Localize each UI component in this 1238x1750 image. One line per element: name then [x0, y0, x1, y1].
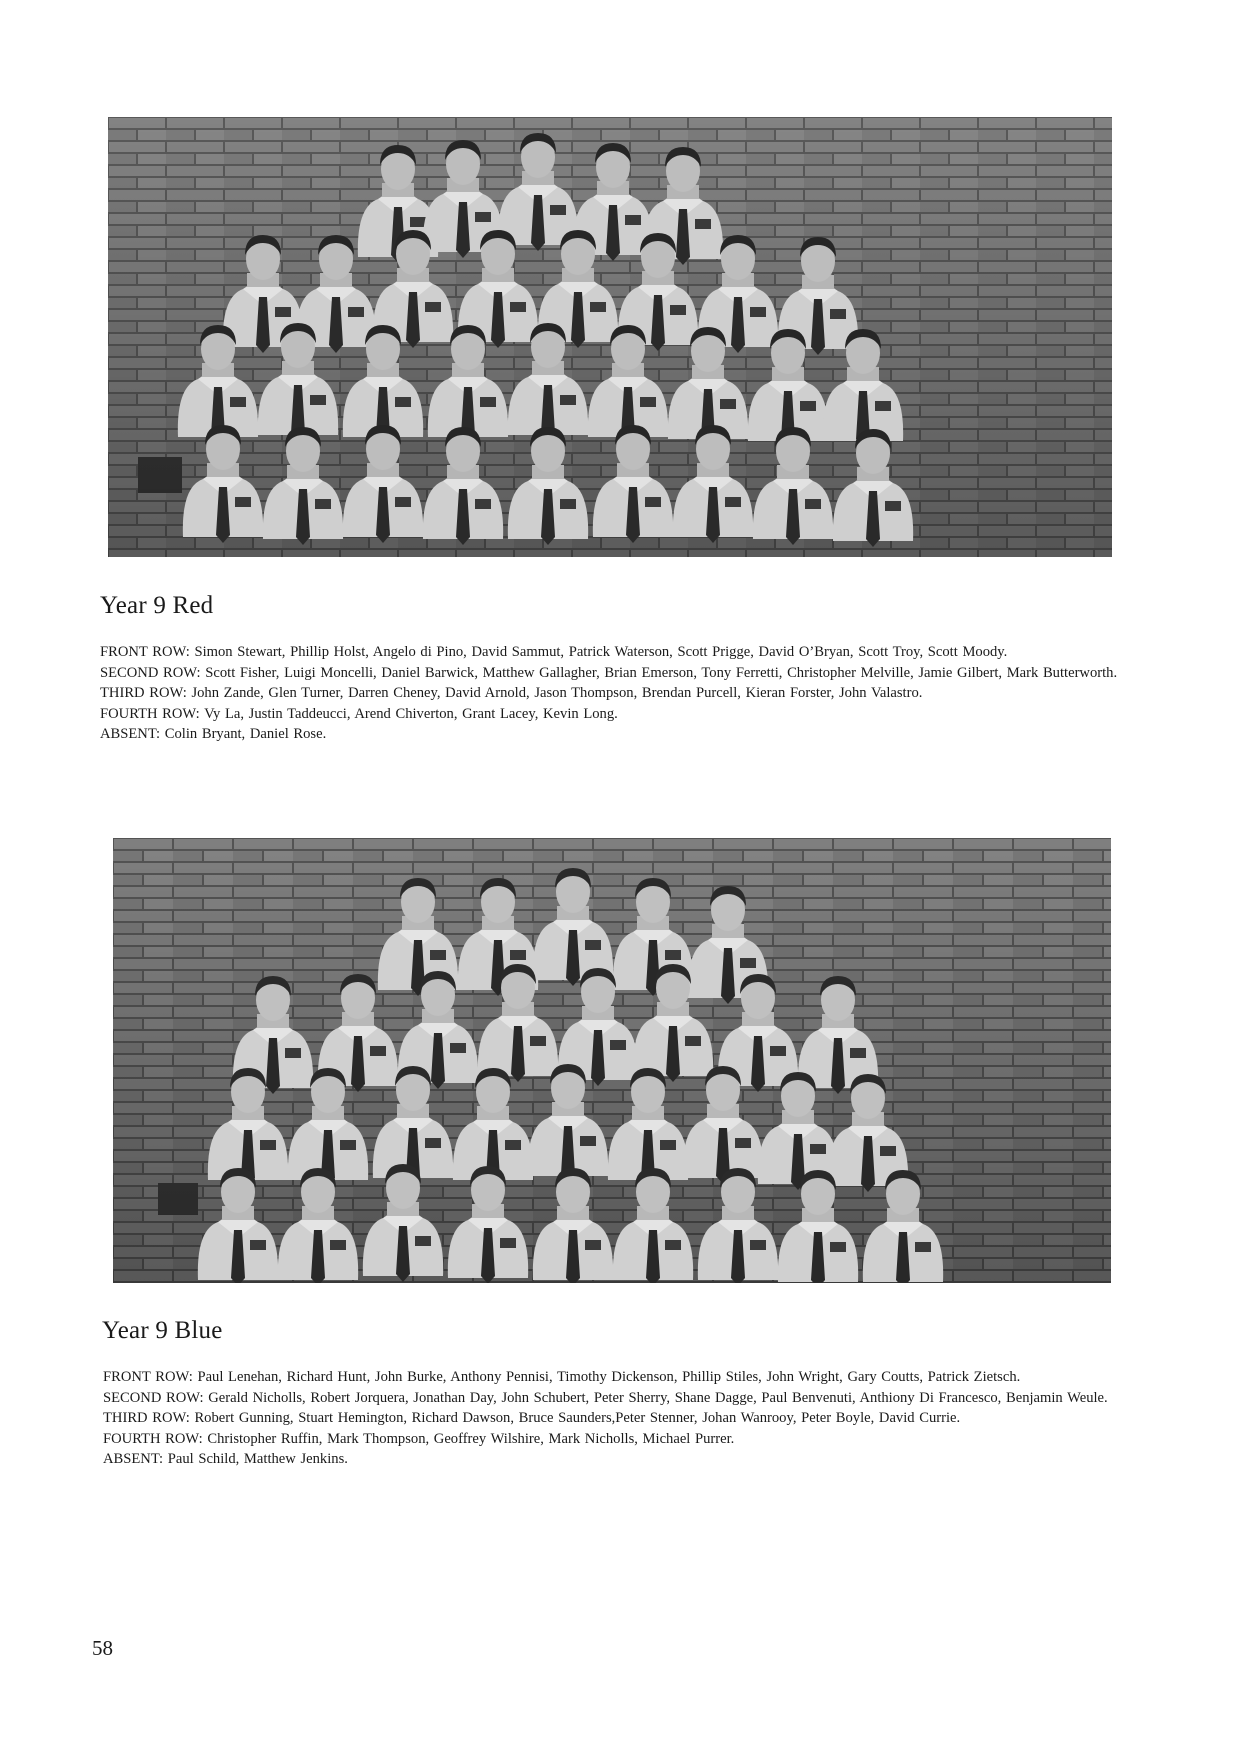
row-label: FRONT ROW:	[103, 1369, 193, 1385]
row-label: SECOND ROW:	[100, 664, 201, 681]
class-photo-image	[108, 117, 1112, 557]
page-number: 58	[92, 1636, 113, 1660]
names-caption-year-9-blue	[103, 1367, 1128, 1470]
class-photo-image	[113, 838, 1111, 1283]
row-label: FRONT ROW:	[100, 644, 190, 660]
class-photo-year-9-red	[108, 117, 1112, 557]
caption-row-second	[103, 1388, 1128, 1409]
caption-row-fourth	[103, 1429, 1128, 1450]
caption-row-absent	[103, 1449, 1128, 1470]
row-names: Gerald Nicholls, Robert Jorquera, Jonathan Day, John Schubert, Peter Sherry, Shane Dagge, Paul Benvenuti, Anthiony Di Francesco, Benjamin Weule.	[208, 1389, 1108, 1406]
row-names: John Zande, Glen Turner, Darren Cheney, David Arnold, Jason Thompson, Brendan Purcell, Kieran Forster, John Valastro.	[191, 685, 923, 701]
caption-row-front	[100, 642, 1130, 663]
row-label: SECOND ROW:	[103, 1389, 204, 1406]
row-names: Vy La, Justin Taddeucci, Arend Chiverton, Grant Lacey, Kevin Long.	[204, 705, 618, 722]
row-label: FOURTH ROW:	[103, 1430, 203, 1447]
row-label: THIRD ROW:	[103, 1410, 190, 1426]
row-names: Paul Lenehan, Richard Hunt, John Burke, Anthony Pennisi, Timothy Dickenson, Phillip Stiles, John Wright, Gary Coutts, Patrick Zietsch.	[197, 1369, 1021, 1385]
class-photo-year-9-blue	[113, 838, 1111, 1283]
row-names: Colin Bryant, Daniel Rose.	[164, 726, 327, 742]
caption-row-fourth	[100, 704, 1130, 725]
caption-row-second	[100, 663, 1130, 684]
row-label: ABSENT:	[100, 726, 161, 742]
row-names: Paul Schild, Matthew Jenkins.	[167, 1451, 348, 1467]
row-names: Simon Stewart, Phillip Holst, Angelo di Pino, David Sammut, Patrick Waterson, Scott Prigge, David O’Bryan, Scott Troy, Scott Moody.	[194, 644, 1008, 660]
names-caption-year-9-red	[100, 642, 1130, 745]
caption-row-third	[100, 683, 1130, 704]
row-names: Christopher Ruffin, Mark Thompson, Geoffrey Wilshire, Mark Nicholls, Michael Purrer.	[207, 1430, 735, 1447]
section-title: Year 9 Blue	[102, 1317, 223, 1344]
row-label: ABSENT:	[103, 1451, 164, 1467]
row-names: Robert Gunning, Stuart Hemington, Richard Dawson, Bruce Saunders,Peter Stenner, Johan Wanrooy, Peter Boyle, David Currie.	[194, 1410, 961, 1426]
row-names: Scott Fisher, Luigi Moncelli, Daniel Barwick, Matthew Gallagher, Brian Emerson, Tony Ferretti, Christopher Melville, Jamie Gilbert, Mark Butterworth.	[205, 664, 1118, 681]
caption-row-third	[103, 1408, 1128, 1429]
row-label: THIRD ROW:	[100, 685, 187, 701]
row-label: FOURTH ROW:	[100, 705, 200, 722]
caption-row-front	[103, 1367, 1128, 1388]
section-title: Year 9 Red	[100, 592, 214, 619]
caption-row-absent	[100, 724, 1130, 745]
